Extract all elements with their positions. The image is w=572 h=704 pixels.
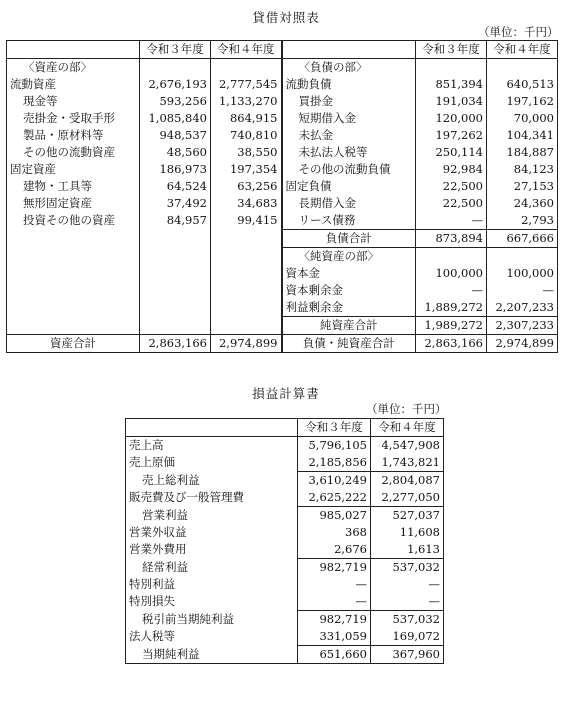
asset-empty-r4 [211,317,282,335]
liability-row-label: 短期借入金 [282,110,416,127]
pl-header-blank [126,419,298,437]
pl-row-label: 営業外収益 [126,524,298,541]
asset-row-r4: 63,256 [211,178,282,195]
asset-row-r4: 2,777,545 [211,76,282,93]
equity-row-r3: — [416,282,487,299]
equity-row-r3: 100,000 [416,265,487,282]
income-statement-row [126,646,444,664]
asset-row-r4: 864,915 [211,110,282,127]
equity-row-r4: 100,000 [487,265,558,282]
bs-header-r3-right: 令和３年度 [416,41,487,59]
bs-row [7,93,558,110]
asset-row-label: 固定資産 [7,161,140,178]
equity-row-label: 利益剰余金 [282,299,416,317]
pl-row-r4: 1,613 [371,541,444,559]
pl-header-r3: 令和３年度 [298,419,371,437]
equity-row-r4: 2,207,233 [487,299,558,317]
liability-row-r3: 92,984 [416,161,487,178]
income-statement-row [126,472,444,490]
income-statement-row [126,507,444,525]
pl-row-r4: 537,032 [371,559,444,577]
assets-section-header-r4 [211,59,282,77]
asset-empty-label [7,230,140,248]
pl-row-r4: 169,072 [371,628,444,646]
pl-row-label: 特別損失 [126,593,298,611]
asset-row-label: その他の流動資産 [7,144,140,161]
assets-total-row-label: 資産合計 [7,335,140,353]
asset-empty-label [7,317,140,335]
liability-row-r3: 851,394 [416,76,487,93]
income-statement-row [126,541,444,559]
liability-row-label: リース債務 [282,212,416,230]
balance-sheet-body [7,59,558,353]
bs-row [7,59,558,77]
bs-total-row [7,335,558,353]
balance-sheet-table [6,40,558,353]
asset-empty-label [7,265,140,282]
pl-row-r3: 368 [298,524,371,541]
pl-row-label: 営業利益 [126,507,298,525]
asset-row-r3: 48,560 [140,144,211,161]
bs-row [7,317,558,335]
asset-empty-r3 [140,265,211,282]
liability-row-label: 未払法人税等 [282,144,416,161]
asset-empty-r3 [140,230,211,248]
pl-row-r3: — [298,593,371,611]
liability-row-r4: 27,153 [487,178,558,195]
income-statement-title: 損益計算書 [252,386,320,401]
bs-row [7,265,558,282]
pl-row-r4: 2,277,050 [371,489,444,507]
pl-row-label: 経常利益 [126,559,298,577]
asset-row-r4: 197,354 [211,161,282,178]
liability-row-r4: 184,887 [487,144,558,161]
pl-row-label: 特別利益 [126,576,298,593]
asset-empty-label [7,299,140,317]
equity-total-row-label: 純資産合計 [282,317,416,335]
liability-row-r3: — [416,212,487,230]
assets-total-row-r4: 2,974,899 [211,335,282,353]
equity-row-r3: 1,889,272 [416,299,487,317]
pl-row-r4: 527,037 [371,507,444,525]
bs-row [7,282,558,299]
asset-row-r4: 34,683 [211,195,282,212]
asset-empty-r4 [211,299,282,317]
equity-section-header-r3 [416,248,487,266]
pl-row-r3: — [298,576,371,593]
pl-row-r4: 537,032 [371,611,444,629]
asset-empty-r3 [140,317,211,335]
liability-row-label: 買掛金 [282,93,416,110]
liability-row-r4: 70,000 [487,110,558,127]
liability-row-label: 未払金 [282,127,416,144]
asset-row-label: 投資その他の資産 [7,212,140,230]
asset-empty-label [7,248,140,266]
liabilities-equity-total-row-label: 負債・純資産合計 [282,335,416,353]
liability-row-label: 流動負債 [282,76,416,93]
liability-row-r4: 104,341 [487,127,558,144]
asset-row-label: 建物・工具等 [7,178,140,195]
liability-row-r3: 197,262 [416,127,487,144]
liabilities-equity-total-row-r4: 2,974,899 [487,335,558,353]
pl-row-r4: 4,547,908 [371,437,444,455]
pl-row-label: 販売費及び一般管理費 [126,489,298,507]
liabilities-total-row-label: 負債合計 [282,230,416,248]
bs-header-blank-left [7,41,140,59]
asset-row-r3: 37,492 [140,195,211,212]
bs-row [7,248,558,266]
liability-row-r4: 84,123 [487,161,558,178]
income-statement-row [126,524,444,541]
income-statement-row [126,489,444,507]
liability-row-r3: 191,034 [416,93,487,110]
income-statement-row [126,593,444,611]
bs-row [7,76,558,93]
bs-header-r4-left: 令和４年度 [211,41,282,59]
pl-row-label: 売上原価 [126,454,298,472]
equity-section-header-r4 [487,248,558,266]
asset-row-r4: 38,550 [211,144,282,161]
asset-empty-label [7,282,140,299]
bs-row [7,127,558,144]
pl-row-r3: 651,660 [298,646,371,664]
pl-row-r3: 331,059 [298,628,371,646]
asset-empty-r4 [211,248,282,266]
asset-row-label: 流動資産 [7,76,140,93]
bs-header-blank-right [282,41,416,59]
bs-row [7,161,558,178]
liability-row-label: 長期借入金 [282,195,416,212]
liability-row-label: その他の流動負債 [282,161,416,178]
asset-empty-r3 [140,282,211,299]
liability-row-r4: 197,162 [487,93,558,110]
pl-row-r3: 982,719 [298,611,371,629]
equity-row-r4: — [487,282,558,299]
liabilities-total-row-r4: 667,666 [487,230,558,248]
asset-row-r3: 593,256 [140,93,211,110]
pl-row-r3: 985,027 [298,507,371,525]
income-statement-row [126,454,444,472]
pl-row-label: 売上総利益 [126,472,298,490]
liabilities-section-header-r4 [487,59,558,77]
income-statement-table [125,418,444,664]
income-statement-row [126,437,444,455]
pl-row-r4: 2,804,087 [371,472,444,490]
pl-row-label: 営業外費用 [126,541,298,559]
pl-row-label: 税引前当期純利益 [126,611,298,629]
pl-row-r4: — [371,593,444,611]
asset-empty-r3 [140,248,211,266]
asset-row-r3: 948,537 [140,127,211,144]
liability-row-r3: 22,500 [416,178,487,195]
pl-row-r4: 11,608 [371,524,444,541]
asset-row-label: 現金等 [7,93,140,110]
asset-row-r4: 99,415 [211,212,282,230]
pl-row-label: 当期純利益 [126,646,298,664]
bs-row [7,212,558,230]
equity-total-row-r3: 1,989,272 [416,317,487,335]
bs-row [7,144,558,161]
asset-empty-r4 [211,265,282,282]
balance-sheet-title: 貸借対照表 [252,10,320,25]
pl-row-r3: 2,185,856 [298,454,371,472]
equity-row-label: 資本剰余金 [282,282,416,299]
bs-row [7,110,558,127]
pl-row-r4: 1,743,821 [371,454,444,472]
pl-row-r4: 367,960 [371,646,444,664]
pl-row-label: 法人税等 [126,628,298,646]
bs-row [7,195,558,212]
asset-empty-r4 [211,230,282,248]
income-statement-row [126,576,444,593]
income-statement-row [126,628,444,646]
liabilities-section-header-r3 [416,59,487,77]
asset-empty-r4 [211,282,282,299]
asset-row-r3: 64,524 [140,178,211,195]
bs-header-r3-left: 令和３年度 [140,41,211,59]
pl-row-r3: 2,625,222 [298,489,371,507]
pl-row-r3: 982,719 [298,559,371,577]
liability-row-r4: 24,360 [487,195,558,212]
asset-row-r3: 2,676,193 [140,76,211,93]
liabilities-equity-total-row-r3: 2,863,166 [416,335,487,353]
assets-section-header-r3 [140,59,211,77]
pl-header-r4: 令和４年度 [371,419,444,437]
balance-sheet-unit: （単位：千円） [478,25,559,39]
liability-row-r4: 2,793 [487,212,558,230]
asset-row-r3: 84,957 [140,212,211,230]
bs-header-r4-right: 令和４年度 [487,41,558,59]
liability-row-label: 固定負債 [282,178,416,195]
assets-total-row-r3: 2,863,166 [140,335,211,353]
equity-total-row-r4: 2,307,233 [487,317,558,335]
pl-row-r3: 2,676 [298,541,371,559]
income-statement-unit: （単位：千円） [366,402,447,416]
asset-row-r3: 1,085,840 [140,110,211,127]
pl-row-label: 売上高 [126,437,298,455]
asset-row-label: 売掛金・受取手形 [7,110,140,127]
bs-row [7,230,558,248]
asset-row-label: 製品・原材料等 [7,127,140,144]
pl-row-r3: 5,796,105 [298,437,371,455]
asset-row-r3: 186,973 [140,161,211,178]
pl-row-r3: 3,610,249 [298,472,371,490]
liability-row-r3: 250,114 [416,144,487,161]
assets-section-header-label: 〈資産の部〉 [7,59,140,77]
bs-row [7,299,558,317]
liabilities-total-row-r3: 873,894 [416,230,487,248]
liabilities-section-header-label: 〈負債の部〉 [282,59,416,77]
income-statement-row [126,559,444,577]
income-statement-row [126,611,444,629]
income-statement-body [126,437,444,664]
asset-row-r4: 740,810 [211,127,282,144]
asset-row-r4: 1,133,270 [211,93,282,110]
asset-empty-r3 [140,299,211,317]
liability-row-r3: 22,500 [416,195,487,212]
pl-row-r4: — [371,576,444,593]
equity-row-label: 資本金 [282,265,416,282]
liability-row-r4: 640,513 [487,76,558,93]
equity-section-header-label: 〈純資産の部〉 [282,248,416,266]
liability-row-r3: 120,000 [416,110,487,127]
bs-row [7,178,558,195]
asset-row-label: 無形固定資産 [7,195,140,212]
